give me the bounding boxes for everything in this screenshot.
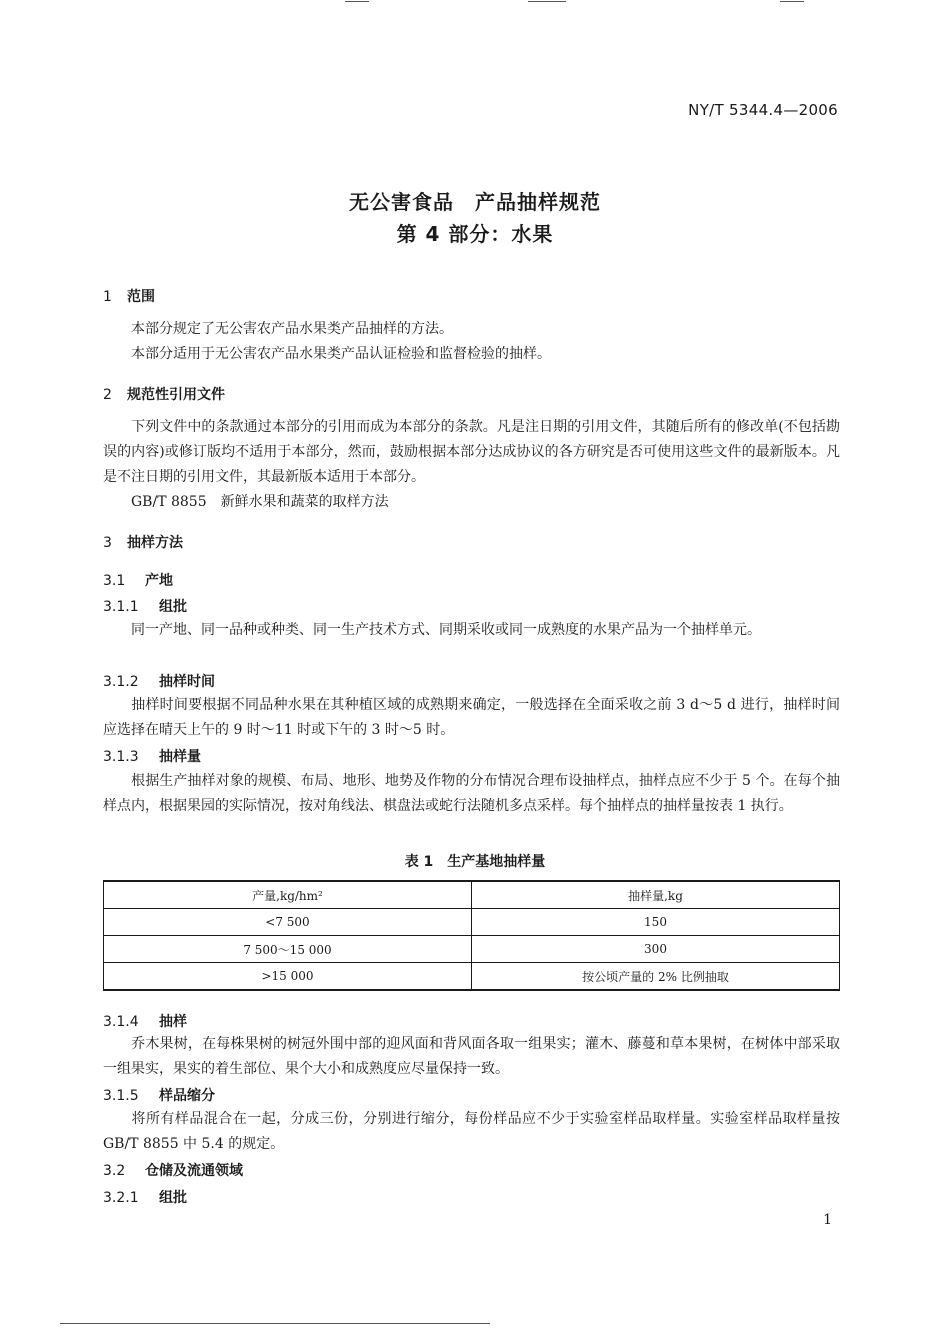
paragraph: 抽样时间要根据不同品种水果在其种植区域的成熟期来确定，一般选择在全面采收之前 3 d～5 d 进行，抽样时间应选择在晴天上午的 9 时～11 时或下午的 3 时～5 时。 [103,697,840,738]
table-header-row [104,881,840,909]
table-cell: 按公顷产量的 2% 比例抽取 [472,963,840,991]
paragraph: 根据生产抽样对象的规模、布局、地形、地势及作物的分布情况合理布设抽样点，抽样点应不少于 5 个。在每个抽样点内，根据果园的实际情况，按对角线法、棋盘法或蛇行法随机多点采样。每个抽样点的抽样量按表 1 执行。 [103,773,840,814]
table-cell: 300 [472,936,840,963]
scan-artifact [528,1,566,2]
table-row [104,936,840,963]
subsection-heading: 3.1.2 抽样时间 [103,674,215,690]
paragraph: 乔木果树，在每株果树的树冠外围中部的迎风面和背风面各取一组果实；灌木、藤蔓和草本果树，在树体中部采取一组果实，果实的着生部位、果个大小和成熟度应尽量保持一致。 [103,1036,840,1077]
table-cell: <7 500 [104,909,472,936]
scan-artifact [345,1,369,2]
scan-artifact [60,1323,490,1324]
section-heading: 2 规范性引用文件 [103,387,225,403]
standard-code: NY/T 5344.4—2006 [688,101,838,119]
table-row [104,963,840,991]
paragraph: 下列文件中的条款通过本部分的引用而成为本部分的条款。凡是注日期的引用文件，其随后所有的修改单(不包括勘误的内容)或修订版均不适用于本部分，然而，鼓励根据本部分达成协议的各方研究是否可使用这些文件的最新版本。凡是不注日期的引用文件，其最新版本适用于本部分。 [103,419,840,485]
paragraph: 本部分适用于无公害农产品水果类产品认证检验和监督检验的抽样。 [131,346,551,362]
paragraph: 本部分规定了无公害农产品水果类产品抽样的方法。 [131,321,453,337]
document-subtitle: 第 4 部分：水果 [396,222,554,246]
subsection-heading: 3.1.1 组批 [103,599,187,615]
table-header-cell: 抽样量,kg [472,881,840,909]
paragraph: 同一产地、同一品种或种类、同一生产技术方式、同期采收或同一成熟度的水果产品为一个抽样单元。 [131,622,761,638]
sampling-table [103,880,840,991]
subsection-heading: 3.1.5 样品缩分 [103,1088,215,1104]
page-number: 1 [823,1212,832,1228]
subsection-heading: 3.1.3 抽样量 [103,749,201,765]
subsection-heading: 3.1.4 抽样 [103,1014,187,1030]
subsection-heading: 3.2 仓储及流通领域 [103,1163,243,1179]
paragraph: GB/T 8855 新鲜水果和蔬菜的取样方法 [131,494,389,510]
table-row [104,909,840,936]
subsection-heading: 3.2.1 组批 [103,1190,187,1206]
paragraph: 将所有样品混合在一起，分成三份，分别进行缩分，每份样品应不少于实验室样品取样量。实验室样品取样量按 GB/T 8855 中 5.4 的规定。 [103,1111,840,1152]
document-title: 无公害食品 产品抽样规范 [349,190,601,214]
table-cell: 7 500～15 000 [104,936,472,963]
table-header-cell: 产量,kg/hm² [104,881,472,909]
table-cell: >15 000 [104,963,472,991]
scan-artifact [780,1,804,2]
table-cell: 150 [472,909,840,936]
section-heading: 1 范围 [103,289,155,305]
section-heading: 3 抽样方法 [103,535,183,551]
table-caption: 表 1 生产基地抽样量 [404,854,546,870]
subsection-heading: 3.1 产地 [103,573,173,589]
